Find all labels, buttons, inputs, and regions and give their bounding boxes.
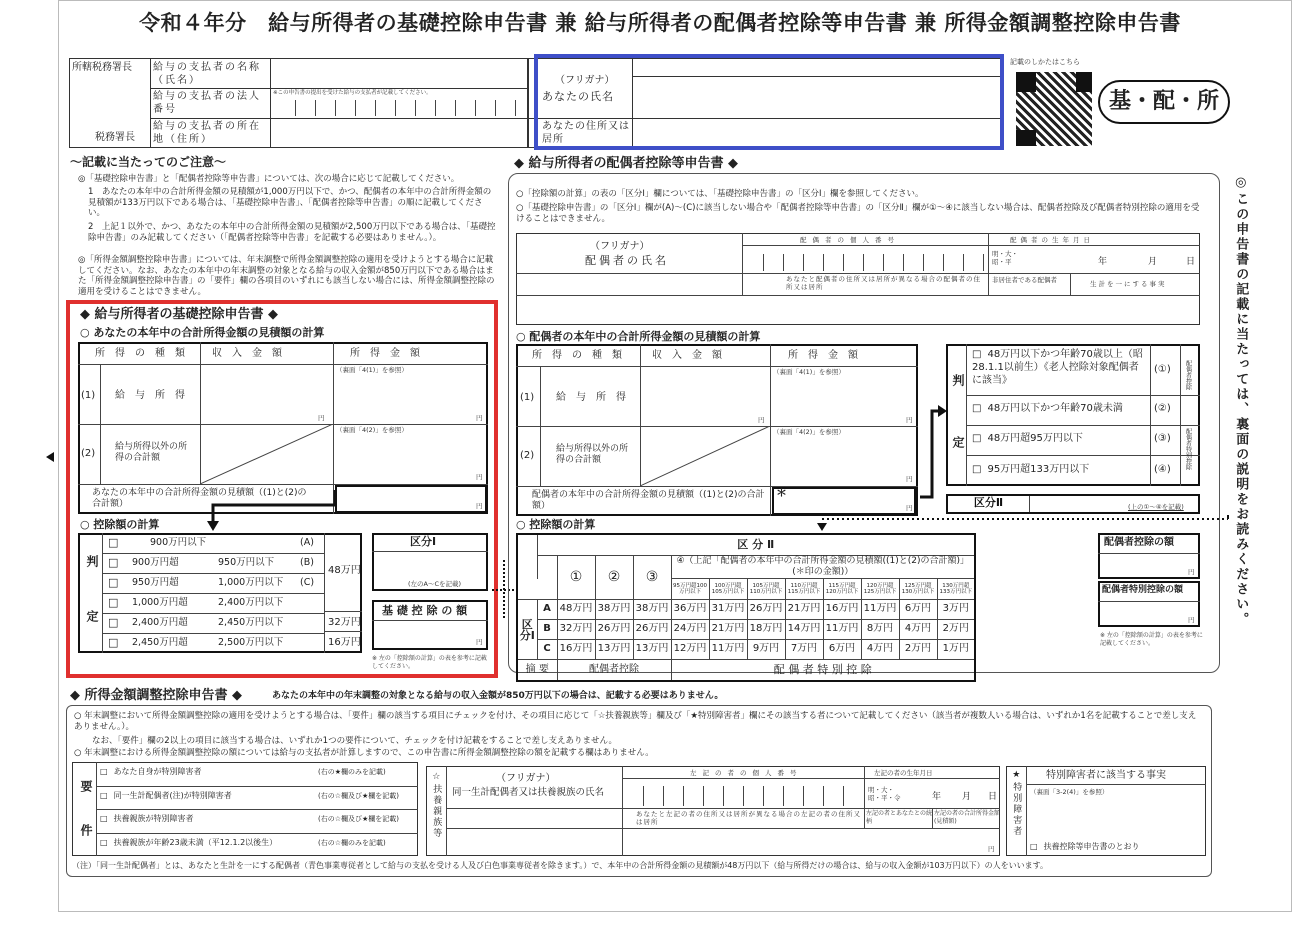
kiso-amt-32: 32万円: [328, 617, 361, 628]
dep-birth-m: 月: [962, 792, 972, 802]
kiso-amt-16: 16万円: [328, 637, 361, 648]
kiso-row-code: (C): [300, 577, 315, 588]
same-household-label: 生計を一にする事実: [1090, 280, 1167, 288]
kiso-amt-48: 48万円: [328, 565, 361, 576]
spouse-birth-m: 月: [1148, 257, 1158, 267]
payer-number-field[interactable]: [276, 100, 524, 116]
spouse-address-label: あなたと配偶者の住所又は居所が異なる場合の配偶者の住所又は居所: [786, 275, 981, 292]
kiso-checkbox[interactable]: □: [108, 556, 119, 569]
deduction-cell: 21万円: [709, 620, 747, 640]
kiso-checkbox[interactable]: □: [108, 636, 119, 649]
sd-ref: （裏面「3-2(4)」を参照）: [1030, 788, 1109, 796]
haigu-judge-line: [966, 425, 1200, 426]
tax-office-label: 所轄税務署長: [72, 62, 132, 73]
kiso-r1-label: 給 与 所 得: [115, 390, 185, 401]
deduction-cell: 14万円: [785, 620, 823, 640]
deduction-cell: 1万円: [937, 640, 975, 660]
judge-option-2[interactable]: □ 48万円以下かつ年齢70歳未満: [972, 403, 1123, 416]
kiso-row-from: 900万円超: [132, 557, 179, 568]
deduction-cell: 6万円: [899, 600, 937, 620]
nonresident-label: 非居住者である配偶者: [992, 276, 1057, 284]
haigu-r2-yen: 円: [906, 475, 913, 483]
req-row-line: [96, 809, 418, 810]
kubun1-row-label: 区分Ⅰ: [517, 600, 537, 660]
spouse-vline: [1070, 273, 1071, 295]
kiso-checkbox[interactable]: □: [108, 616, 119, 629]
sub-col-head: 120万円超125万円以下: [861, 579, 899, 600]
payer-divider: [270, 58, 271, 148]
choshu-footnote: （注）「同一生計配偶者」とは、あなたと生計を一にする配偶者（青色事業専従者として給与の支払を受ける人及び白色事業専従者を除きます。）で、本年中の合計所得金額の見積額が48万円以下（給与所得だけの場合は、給与の収入金額が103万円以下）の人をいいます。: [72, 861, 1048, 870]
haigu-col-amount: 所 得 金 額: [788, 350, 858, 361]
dep-vline: [622, 766, 623, 856]
note-1b: 2 上記１以外で、かつ、あなたの本年中の合計所得金額の見積額が2,500万円以下である場合は、「基礎控除申告書」のみ記載してください（「配偶者控除等申告書」を記載する必要はありません。）。: [88, 222, 496, 243]
sub-col-head: 115万円超120万円以下: [823, 579, 861, 600]
kiso-r1-ref: （裏面「4(1)」を参照）: [336, 366, 408, 374]
deduction-cell: 24万円: [671, 620, 709, 640]
deduction-cell: 48万円: [557, 600, 595, 620]
kiso-deduction-label: 基 礎 控 除 の 額: [382, 604, 468, 617]
deduction-cell: 4万円: [899, 620, 937, 640]
haigu-r1-yen: 円: [758, 416, 765, 424]
choshu-note-3: ○ 年末調整における所得金額調整控除の額については給与の支払者が計算しますので、この申告書に所得金額調整控除の額を記載する欄はありません。: [74, 748, 654, 758]
haigu-r2-label: 給与所得以外の所得の合計額: [556, 444, 629, 466]
dep-income-label: 左記の者の合計所得金額(見積額): [934, 810, 1001, 825]
kiso-row-code: (B): [300, 557, 314, 568]
haigu-judge-a: 判: [951, 374, 965, 389]
payer-name-label: 給与の支払者の名称（氏名）: [153, 62, 261, 86]
dep-name-input[interactable]: [448, 809, 620, 855]
requirement-option[interactable]: □ 扶養親族が年齢23歳未満（平12.1.2以後生）: [100, 838, 277, 848]
dep-relation-label: 左記の者とあなたとの続柄: [866, 810, 933, 825]
haigu-r1-yen2: 円: [906, 416, 913, 424]
payer-row-line: [150, 118, 528, 119]
kiso-r2-label: 給与所得以外の所得の合計額: [115, 442, 188, 464]
kiso-total-yen: 円: [476, 502, 483, 510]
haigu-r2-amount-input[interactable]: [772, 438, 916, 484]
qr-code-icon[interactable]: [1014, 70, 1094, 148]
dep-address-label: あなたと左記の者の住所又は居所が異なる場合の左記の者の住所又は居所: [636, 810, 861, 827]
kubun2-note: (上の①～④を記載): [1128, 503, 1184, 511]
deduction-cell: 31万円: [709, 600, 747, 620]
deduction-cell: 11万円: [861, 600, 899, 620]
haigu-col-type: 所 得 の 種 類: [532, 350, 622, 361]
spouse-right-note: ※ 左の「控除額の計算」の表を参考に記載してください。: [1100, 632, 1203, 647]
kiso-col-type: 所 得 の 種 類: [95, 348, 185, 359]
sd-side-label: ★特別障害者: [1011, 770, 1022, 837]
spouse-special-label: 配偶者特別控除の額: [1102, 585, 1184, 595]
dep-furigana: （フリガナ）: [496, 773, 556, 784]
requirement-option[interactable]: □ 扶養親族が特別障害者: [100, 814, 194, 824]
kiso-row-under: 900万円以下: [150, 537, 207, 548]
notes-heading: ～記載に当たってのご注意～: [70, 155, 227, 169]
kiso-r2-no: (2): [81, 448, 96, 459]
haigu-judge-vline: [1180, 344, 1181, 486]
deduction-cell: 38万円: [633, 600, 671, 620]
kubun2-dotted-arrow: [814, 515, 1234, 535]
kiso-total-label: あなたの本年中の合計所得金額の見積額（(1)と(2)の合計額）: [92, 488, 307, 510]
deduction-cell: 18万円: [747, 620, 785, 640]
kiso-row-code: (A): [300, 537, 314, 548]
spouse-special-line: [1098, 601, 1200, 602]
sub-col-head: 105万円超110万円以下: [747, 579, 785, 600]
haigu-r2-no: (2): [520, 450, 535, 461]
note-2: ◎「所得金額調整控除申告書」については、年末調整で所得金額調整控除の適用を受けようとする場合に記載してください。なお、あなたの本年中の年末調整の対象となる給与の収入金額が850万円以下である場合はまた「所得金額調整控除申告書」の「要件」欄の各項目のいずれにも該当しない場合には、所得金額調整控除の適用を受けることはできません。: [78, 255, 495, 297]
deduction-cell: 12万円: [671, 640, 709, 660]
kiso-highlight: [66, 300, 498, 678]
deduction-cell: 13万円: [633, 640, 671, 660]
spouse-line: [516, 295, 1200, 296]
payer-address-input[interactable]: [272, 120, 526, 146]
kiso-r2-yen: 円: [476, 473, 483, 481]
col-head-1: ①: [557, 555, 595, 600]
deduction-cell: 26万円: [595, 620, 633, 640]
col-head-2: ②: [595, 555, 633, 600]
haigu-judge-vline: [1150, 344, 1151, 486]
kiso-row-to: 2,500万円以下: [218, 637, 284, 648]
spouse-birth-y: 年: [1098, 257, 1108, 267]
req-row-line: [96, 833, 418, 834]
requirement-note: (右の★欄のみを記載): [318, 768, 386, 776]
note-1a: 1 あなたの本年中の合計所得金額の見積額が1,000万円以下で、かつ、配偶者の本年中の合計所得金額の見積額が133万円以下である場合は、「基礎控除申告書」、「配偶者控除等申告書」の順に記載してください。: [88, 187, 492, 219]
kiso-r1-yen: 円: [318, 414, 325, 422]
deduction-cell: 9万円: [747, 640, 785, 660]
sd-head: 特別障害者に該当する事実: [1046, 770, 1166, 781]
kiso-judge-a: 判: [85, 555, 99, 570]
haigu-judge-line: [966, 455, 1200, 456]
dep-vline: [446, 766, 447, 856]
requirement-option[interactable]: □ 同一生計配偶者(注)が特別障害者: [100, 791, 232, 801]
dep-number-field[interactable]: [624, 786, 862, 806]
deduction-cell: 16万円: [823, 600, 861, 620]
deduction-cell: 38万円: [595, 600, 633, 620]
haigu-r1-ref: （裏面「4(1)」を参照）: [773, 368, 845, 376]
deduction-cell: 2万円: [937, 620, 975, 640]
deduction-cell: 16万円: [557, 640, 595, 660]
judge-side-haiguusha: 配偶者控除: [1184, 360, 1192, 390]
dep-side-label: ☆扶養親族等: [431, 772, 442, 839]
spouse-name-input[interactable]: [518, 274, 740, 294]
spouse-birth-label: 配偶者の生年月日: [1010, 236, 1094, 244]
kiso-row-to: 2,400万円以下: [218, 597, 284, 608]
payer-name-input[interactable]: [272, 60, 526, 86]
spouse-deduction-label: 配偶者控除の額: [1104, 537, 1174, 548]
requirement-note: (右の☆欄及び★欄を記載): [318, 791, 400, 800]
haigu-total-yen: 円: [906, 504, 913, 512]
deduction-cell: 4万円: [861, 640, 899, 660]
spouse-name-label: 配偶者の氏名: [585, 254, 669, 267]
sub-col-head: 130万円超133万円以下: [937, 579, 975, 600]
kiso-row-from: 2,400万円超: [132, 617, 188, 628]
judge-option-1[interactable]: □ 48万円以下かつ年齢70歳以上（昭28.1.1以前生）《老人控除対象配偶者に該当》: [972, 348, 1148, 387]
req-label-a: 要: [79, 780, 93, 795]
page-title: 令和４年分 給与所得者の基礎控除申告書 兼 給与所得者の配偶者控除等申告書 兼 所得金額調整控除申告書: [139, 11, 1181, 35]
requirement-note: (右の☆欄のみを記載): [318, 838, 386, 847]
spouse-furigana: （フリガナ）: [590, 241, 650, 252]
kiso-row-to: 2,450万円以下: [218, 617, 284, 628]
judge-option-1-num: (①): [1154, 364, 1171, 375]
deduction-cell: 26万円: [747, 600, 785, 620]
kiso-col-amount: 所 得 金 額: [350, 348, 420, 359]
deduction-cell: 26万円: [633, 620, 671, 640]
deduction-cell: 6万円: [823, 640, 861, 660]
name-address-highlight: [534, 54, 1004, 150]
form-type-badge: 基・配・所: [1098, 80, 1230, 124]
payer-number-note: ※この申告書の提出を受けた給与の支払者が記載してください。: [273, 90, 432, 96]
kiso-row-to: 950万円以下: [218, 557, 275, 568]
spouse-era: 明・大・昭・平: [992, 250, 1018, 267]
sub-col-head: 125万円超130万円以下: [899, 579, 937, 600]
haigu-r1-label: 給 与 所 得: [556, 392, 626, 403]
kiso-row-to: 1,000万円以下: [218, 577, 284, 588]
dep-vline: [864, 766, 865, 828]
haigu-r1-amount-input[interactable]: [772, 378, 916, 424]
dep-number-label: 左記の者の個人番号: [690, 769, 803, 777]
kiso-r1-yen2: 円: [476, 414, 483, 422]
sd-line: [1026, 784, 1206, 785]
kubun-letter: B: [537, 620, 557, 640]
judge-option-3[interactable]: □ 48万円超95万円以下: [972, 433, 1083, 446]
deduction-cell: 7万円: [785, 640, 823, 660]
spouse-special-yen: 円: [1188, 616, 1195, 624]
judge-option-3-num: (③): [1154, 433, 1171, 444]
spouse-deduction-line: [1098, 553, 1200, 554]
kiso-row-from: 950万円超: [132, 577, 179, 588]
kiso-r2-ref: （裏面「4(2)」を参照）: [336, 426, 408, 434]
judge-option-4-num: (④): [1154, 464, 1171, 475]
deduction-cell: 21万円: [785, 600, 823, 620]
kiso-deduction-note: ※ 左の「控除額の計算」の表を参考に記載してください。: [372, 655, 487, 670]
haigu-heading: ◆ 給与所得者の配偶者控除等申告書 ◆: [514, 156, 739, 171]
haigu-r2-diagonal: [640, 426, 770, 486]
haigu-note-1: ○「控除額の計算」の表の「区分Ⅰ」欄については、「基礎控除申告書」の「区分Ⅰ」欄を参照してください。: [516, 189, 924, 199]
kiso-sub1: ○ あなたの本年中の合計所得金額の見積額の計算: [80, 326, 325, 339]
summary-tokubetsu: 配 偶 者 特 別 控 除: [671, 660, 975, 681]
kubun2-label: 区分Ⅱ: [948, 496, 1030, 512]
kubun-letter: A: [537, 600, 557, 620]
kiso-r1-no: (1): [81, 390, 96, 401]
haigu-total-input[interactable]: [772, 487, 916, 515]
deduction-cell: 3万円: [937, 600, 975, 620]
deduction-cell: 8万円: [861, 620, 899, 640]
summary-haiguusha: 配偶者控除: [557, 660, 671, 681]
kiso-sub2: ○ 控除額の計算: [80, 518, 160, 531]
dep-birth-d: 日: [988, 792, 998, 802]
judge-option-4[interactable]: □ 95万円超133万円以下: [972, 464, 1089, 477]
kubun-letter: C: [537, 640, 557, 660]
spouse-vline: [988, 233, 989, 295]
req-label-b: 件: [79, 824, 93, 839]
sub-col-head: 110万円超115万円以下: [785, 579, 823, 600]
spouse-deduction-yen: 円: [1188, 568, 1195, 576]
payer-row-line: [150, 88, 528, 89]
payer-number-label: 給与の支払者の法人番号: [153, 91, 261, 115]
haigu-header-line: [516, 366, 918, 367]
req-row-line: [96, 786, 418, 787]
haigu-judge-b: 定: [951, 436, 965, 451]
your-address-label: あなたの住所又は居所: [542, 121, 630, 145]
haigu-judge-vline: [966, 344, 967, 486]
judge-option-2-num: (②): [1154, 403, 1171, 414]
spouse-line: [742, 245, 1200, 246]
haigu-judge-line: [966, 395, 1200, 396]
qr-note: 記載のしかたはこちら: [1010, 58, 1080, 66]
deduction-cell: 11万円: [709, 640, 747, 660]
spouse-birth-d: 日: [1186, 257, 1196, 267]
summary-label: 摘 要: [517, 660, 557, 681]
haigu-r1-income-input[interactable]: [642, 368, 768, 424]
sd-checkbox[interactable]: □ 扶養控除等申告書のとおり: [1030, 842, 1140, 852]
table-kubun2-head: 区 分 Ⅱ: [537, 534, 975, 555]
sub-col-head: 95万円超100万円以下: [671, 579, 709, 600]
haigu-r1-no: (1): [520, 392, 535, 403]
dep-name-label: 同一生計配偶者又は扶養親族の氏名: [452, 787, 605, 798]
kiso-checkbox[interactable]: □: [108, 576, 119, 589]
dep-era: 明・大・昭・平・令: [868, 786, 901, 803]
haigu-col-income: 収 入 金 額: [652, 350, 722, 361]
haigu-deduction-table: [516, 533, 976, 682]
sd-vline: [1026, 766, 1027, 856]
deduction-cell: 2万円: [899, 640, 937, 660]
side-instruction: ◎この申告書の記載に当たっては、裏面の説明をお読みください。: [1233, 175, 1249, 627]
dep-line: [622, 778, 1000, 779]
col-head-3: ③: [633, 555, 671, 600]
payer-address-label: 給与の支払者の所在地（住所）: [153, 121, 261, 145]
deduction-cell: 11万円: [823, 620, 861, 640]
judge-side-tokubetsu: 配偶者特別控除: [1184, 428, 1192, 470]
kiso-heading: ◆ 給与所得者の基礎控除申告書 ◆: [80, 307, 279, 322]
spouse-vline: [742, 233, 743, 295]
deduction-cell: 32万円: [557, 620, 595, 640]
kubun1-label: 区分Ⅰ: [410, 535, 437, 548]
choshu-note-1: ○ 年末調整において所得金額調整控除の適用を受けようとする場合は、「要件」欄の該当する項目にチェックを付け、その項目に応じて「☆扶養親族等」欄及び「★特別障害者」欄にその該当する者について記載してください（該当者が複数人いる場合は、いずれか1名を記載することで差し支えありません。）。: [74, 711, 1197, 732]
haigu-vline: [770, 344, 771, 516]
haigu-note-2: ○「基礎控除申告書」の「区分Ⅰ」欄が(A)～(C)に該当しない場合や「配偶者控除等申告書」の「区分Ⅱ」欄が①～④に該当しない場合は、配偶者控除及び配偶者特別控除の適用を受けることはできません。: [516, 203, 1200, 224]
left-arrow-icon: [46, 452, 56, 462]
your-name-label: あなたの氏名: [542, 90, 614, 103]
choshu-heading-note: あなたの本年中の年末調整の対象となる給与の収入金額が850万円以下の場合は、記載する必要はありません。: [272, 691, 724, 701]
kiso-deduction-yen: 円: [476, 638, 483, 646]
haigu-sub1: ○ 配偶者の本年中の合計所得金額の見積額の計算: [516, 330, 761, 343]
sub-col-head: 100万円超105万円以下: [709, 579, 747, 600]
deduction-cell: 13万円: [595, 640, 633, 660]
dep-birth-y: 年: [932, 792, 942, 802]
dep-vline: [932, 808, 933, 828]
spouse-number-label: 配偶者の個人番号: [800, 236, 900, 244]
spouse-number-field[interactable]: [744, 254, 986, 271]
kubun1-note: (左のA～Cを記載): [408, 580, 462, 588]
kiso-row-from: 1,000万円超: [132, 597, 188, 608]
tax-office-suffix: 税務署長: [95, 132, 135, 143]
kiso-judge-b: 定: [85, 610, 99, 625]
dep-income-yen: 円: [988, 845, 995, 853]
kiso-col-income: 収 入 金 額: [212, 348, 282, 359]
kiso-checkbox[interactable]: □: [108, 596, 119, 609]
haigu-total-star: ＊: [776, 486, 787, 499]
haigu-total-label: 配偶者の本年中の合計所得金額の見積額（(1)と(2)の合計額）: [532, 490, 765, 512]
deduction-cell: 36万円: [671, 600, 709, 620]
haigu-sub2: ○ 控除額の計算: [516, 518, 596, 531]
col-head-4: ④（上記「配偶者の本年中の合計所得金額の見積額((1)と(2)の合計額)」(＊印の金額)）: [671, 555, 975, 579]
kiso-checkbox[interactable]: □: [108, 536, 119, 549]
furigana-label: （フリガナ）: [555, 75, 615, 86]
kiso-row-from: 2,450万円超: [132, 637, 188, 648]
note-1: ◎「基礎控除申告書」と「配偶者控除等申告書」については、次の場合に応じて記載してください。: [78, 174, 460, 184]
choshu-heading: ◆ 所得金額調整控除申告書 ◆: [70, 688, 243, 703]
choshu-note-2: なお、「要件」欄の2以上の項目に該当する場合は、いずれか1つの要件について、チェックを付け記載をすることで差し支えありません。: [92, 736, 617, 746]
haigu-r2-ref: （裏面「4(2)」を参照）: [773, 428, 845, 436]
dep-birth-label: 左記の者の生年月日: [874, 769, 933, 777]
haigu-to-judge-arrow: [918, 395, 948, 505]
requirement-note: (右の☆欄及び★欄を記載): [318, 815, 400, 823]
requirement-option[interactable]: □ あなた自身が特別障害者: [100, 767, 202, 777]
